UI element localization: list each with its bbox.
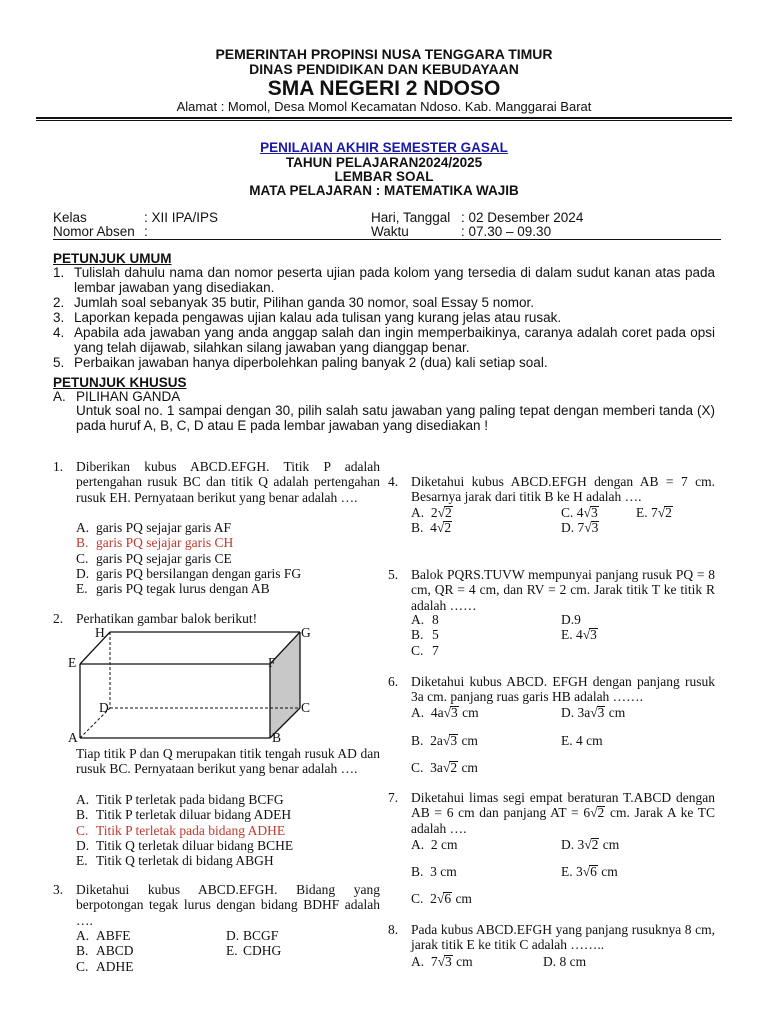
q7-option-a[interactable]: A. 2 cm bbox=[411, 837, 458, 852]
info-rule bbox=[53, 239, 721, 240]
q2-options bbox=[76, 792, 293, 868]
header-rule bbox=[36, 117, 732, 119]
vertex-C: C bbox=[301, 700, 311, 715]
q2-option-a[interactable]: A. Titik P terletak pada bidang BCFG bbox=[76, 792, 284, 807]
q4-number: 4. bbox=[388, 474, 399, 489]
q6-option-a[interactable]: A. 4a√3 cm bbox=[411, 705, 479, 720]
q4-option-c[interactable]: C. 4√3 bbox=[561, 505, 598, 520]
umum-list bbox=[53, 265, 715, 370]
q5-options-left bbox=[411, 612, 439, 658]
q8-option-d[interactable]: D. 8 cm bbox=[543, 954, 587, 969]
cuboid-diagram bbox=[60, 622, 330, 746]
q3-option-d[interactable]: D. BCGF bbox=[226, 928, 279, 943]
vertex-H: H bbox=[95, 625, 105, 640]
umum-item: 2. Jumlah soal sebanyak 35 butir, Pilihan ganda 30 nomor, soal Essay 5 nomor. bbox=[53, 295, 535, 310]
q1-text: Diberikan kubus ABCD.EFGH. Titik P adalah pertengahan rusuk BC dan titik Q adalah pertengahan rusuk EH. Pernyataan berikut yang benar adalah …. bbox=[76, 459, 380, 505]
q2-option-e[interactable]: E. Titik Q terletak di bidang ABGH bbox=[76, 853, 274, 869]
q4-option-d[interactable]: D. 7√3 bbox=[561, 520, 599, 535]
q7-option-b[interactable]: B. 3 cm bbox=[411, 864, 457, 879]
q7-number: 7. bbox=[388, 790, 399, 805]
vertex-B: B bbox=[272, 730, 282, 745]
q7-text: Diketahui limas segi empat beraturan T.ABCD dengan AB = 6 cm dan panjang AT = 6√2 cm. Jarak A ke TC adalah …. bbox=[411, 790, 716, 836]
hari-label: Hari, Tanggal bbox=[371, 210, 451, 225]
q3-option-e[interactable]: E. CDHG bbox=[226, 943, 282, 959]
q1-option-b[interactable]: B. garis PQ sejajar garis CH bbox=[76, 535, 234, 551]
q5-option-d[interactable]: D.9 bbox=[561, 612, 581, 627]
absen-value: : bbox=[144, 224, 148, 239]
q6-option-b[interactable]: B. 2a√3 cm bbox=[411, 733, 478, 748]
q4-option-e[interactable]: E. 7√2 bbox=[636, 505, 672, 520]
header-line1: PEMERINTAH PROPINSI NUSA TENGGARA TIMUR bbox=[215, 46, 553, 62]
q2-option-c[interactable]: C. Titik P terletak pada bidang ADHE bbox=[76, 822, 286, 838]
q6-option-d[interactable]: D. 3a√3 cm bbox=[561, 705, 626, 720]
q8-number: 8. bbox=[388, 922, 399, 937]
q5-option-c[interactable]: C. 7 bbox=[411, 642, 439, 658]
kelas-value: : XII IPA/IPS bbox=[144, 210, 219, 225]
hari-value: : 02 Desember 2024 bbox=[461, 210, 584, 225]
school-name: SMA NEGERI 2 NDOSO bbox=[267, 77, 501, 100]
exam-sheet: LEMBAR SOAL bbox=[334, 169, 434, 184]
q8-text: Pada kubus ABCD.EFGH yang panjang rusuknya 8 cm, jarak titik E ke titik C adalah …….. bbox=[411, 922, 715, 953]
vertex-A: A bbox=[68, 730, 78, 745]
q6-option-e[interactable]: E. 4 cm bbox=[561, 733, 603, 748]
vertex-E: E bbox=[68, 655, 77, 670]
q1-option-c[interactable]: C. garis PQ sejajar garis CE bbox=[76, 550, 232, 566]
section-letter: A. bbox=[53, 389, 66, 404]
q2-option-d[interactable]: D. Titik Q terletak diluar bidang BCHE bbox=[76, 837, 294, 853]
q1-option-a[interactable]: A. garis PQ sejajar garis AF bbox=[76, 520, 231, 535]
q5-option-a[interactable]: A. 8 bbox=[411, 612, 439, 627]
q5-number: 5. bbox=[388, 567, 399, 582]
q6-text: Diketahui kubus ABCD. EFGH dengan panjang rusuk 3a cm. panjang ruas garis HB adalah ……. bbox=[411, 674, 715, 705]
q1-option-e[interactable]: E. garis PQ tegak lurus dengan AB bbox=[76, 581, 270, 597]
kelas-label: Kelas bbox=[53, 210, 87, 225]
q2-option-b[interactable]: B. Titik P terletak diluar bidang ADEH bbox=[76, 807, 292, 823]
q1-option-d[interactable]: D. garis PQ bersilangan dengan garis FG bbox=[76, 565, 302, 581]
exam-subject: MATA PELAJARAN : MATEMATIKA WAJIB bbox=[249, 183, 519, 198]
q5-text: Balok PQRS.TUVW mempunyai panjang rusuk PQ = 8 cm, QR = 4 cm, dan RV = 2 cm. Jarak titik T ke titik R adalah …… bbox=[411, 567, 715, 613]
q2-text: Perhatikan gambar balok berikut! bbox=[76, 611, 258, 626]
q8-option-a[interactable]: A. 7√3 cm bbox=[411, 954, 473, 969]
q5-option-b[interactable]: B. 5 bbox=[411, 627, 439, 643]
khusus-title: PETUNJUK KHUSUS bbox=[53, 375, 187, 390]
umum-title: PETUNJUK UMUM bbox=[53, 251, 172, 266]
vertex-D: D bbox=[99, 700, 109, 715]
q3-option-b[interactable]: B. ABCD bbox=[76, 943, 134, 959]
q6-option-c[interactable]: C. 3a√2 cm bbox=[411, 760, 478, 775]
school-address: Alamat : Momol, Desa Momol Kecamatan Ndoso. Kab. Manggarai Barat bbox=[176, 99, 592, 114]
header-rule-thin bbox=[36, 120, 732, 121]
exam-year: TAHUN PELAJARAN2024/2025 bbox=[285, 155, 483, 170]
header-line2: DINAS PENDIDIKAN DAN KEBUDAYAAN bbox=[249, 61, 519, 77]
section-name: PILIHAN GANDA bbox=[76, 389, 181, 404]
q2-text2: Tiap titik P dan Q merupakan titik tengah rusuk AD dan rusuk BC. Pernyataan berikut yang benar adalah …. bbox=[76, 746, 380, 777]
vertex-F: F bbox=[268, 655, 276, 670]
q6-number: 6. bbox=[388, 674, 399, 689]
q4-text: Diketahui kubus ABCD.EFGH dengan AB = 7 cm. Besarnya jarak dari titik B ke H adalah …. bbox=[411, 474, 715, 505]
q3-options-left bbox=[76, 928, 134, 974]
q7-option-c[interactable]: C. 2√6 cm bbox=[411, 891, 472, 906]
q1-number: 1. bbox=[53, 459, 64, 474]
q2-number: 2. bbox=[53, 611, 64, 626]
q7-option-e[interactable]: E. 3√6 cm bbox=[561, 864, 618, 879]
khusus-instruction: Untuk soal no. 1 sampai dengan 30, pilih salah satu jawaban yang paling tepat dengan memberi tanda (X) pada huruf A, B, C, D atau E pada lembar jawaban yang disediakan ! bbox=[76, 403, 715, 433]
waktu-label: Waktu bbox=[371, 224, 409, 239]
umum-item: 3. Laporkan kepada pengawas ujian kalau ada tulisan yang kurang jelas atau rusak. bbox=[53, 310, 562, 325]
waktu-value: : 07.30 – 09.30 bbox=[461, 224, 552, 239]
q3-number: 3. bbox=[53, 882, 64, 897]
q3-option-c[interactable]: C. ADHE bbox=[76, 958, 134, 974]
q4-option-b[interactable]: B. 4√2 bbox=[411, 520, 452, 535]
umum-item: 4. Apabila ada jawaban yang anda anggap salah dan ingin memperbaikinya, caranya adalah coret pada opsi yang telah dijawab, silahkan silang jawaban yang dianggap benar. bbox=[53, 325, 715, 355]
q7-option-d[interactable]: D. 3√2 cm bbox=[561, 837, 620, 852]
vertex-G: G bbox=[301, 625, 311, 640]
q3-option-a[interactable]: A. ABFE bbox=[76, 928, 131, 943]
q1-options bbox=[76, 520, 301, 596]
umum-item: 1. Tulislah dahulu nama dan nomor peserta ujian pada kolom yang tersedia di dalam sudut kanan atas pada lembar jawaban yang disediakan. bbox=[53, 265, 715, 295]
umum-item: 5. Perbaikan jawaban hanya diperbolehkan paling banyak 2 (dua) kali setiap soal. bbox=[53, 355, 548, 370]
q4-option-a[interactable]: A. 2√2 bbox=[411, 505, 452, 520]
q3-text: Diketahui kubus ABCD.EFGH. Bidang yang berpotongan tegak lurus dengan bidang BDHF adalah …. bbox=[76, 882, 380, 928]
q5-option-e[interactable]: E. 4√3 bbox=[561, 627, 597, 642]
q3-options-right bbox=[226, 928, 281, 959]
exam-title[interactable]: PENILAIAN AKHIR SEMESTER GASAL bbox=[260, 140, 508, 155]
absen-label: Nomor Absen bbox=[53, 224, 135, 239]
